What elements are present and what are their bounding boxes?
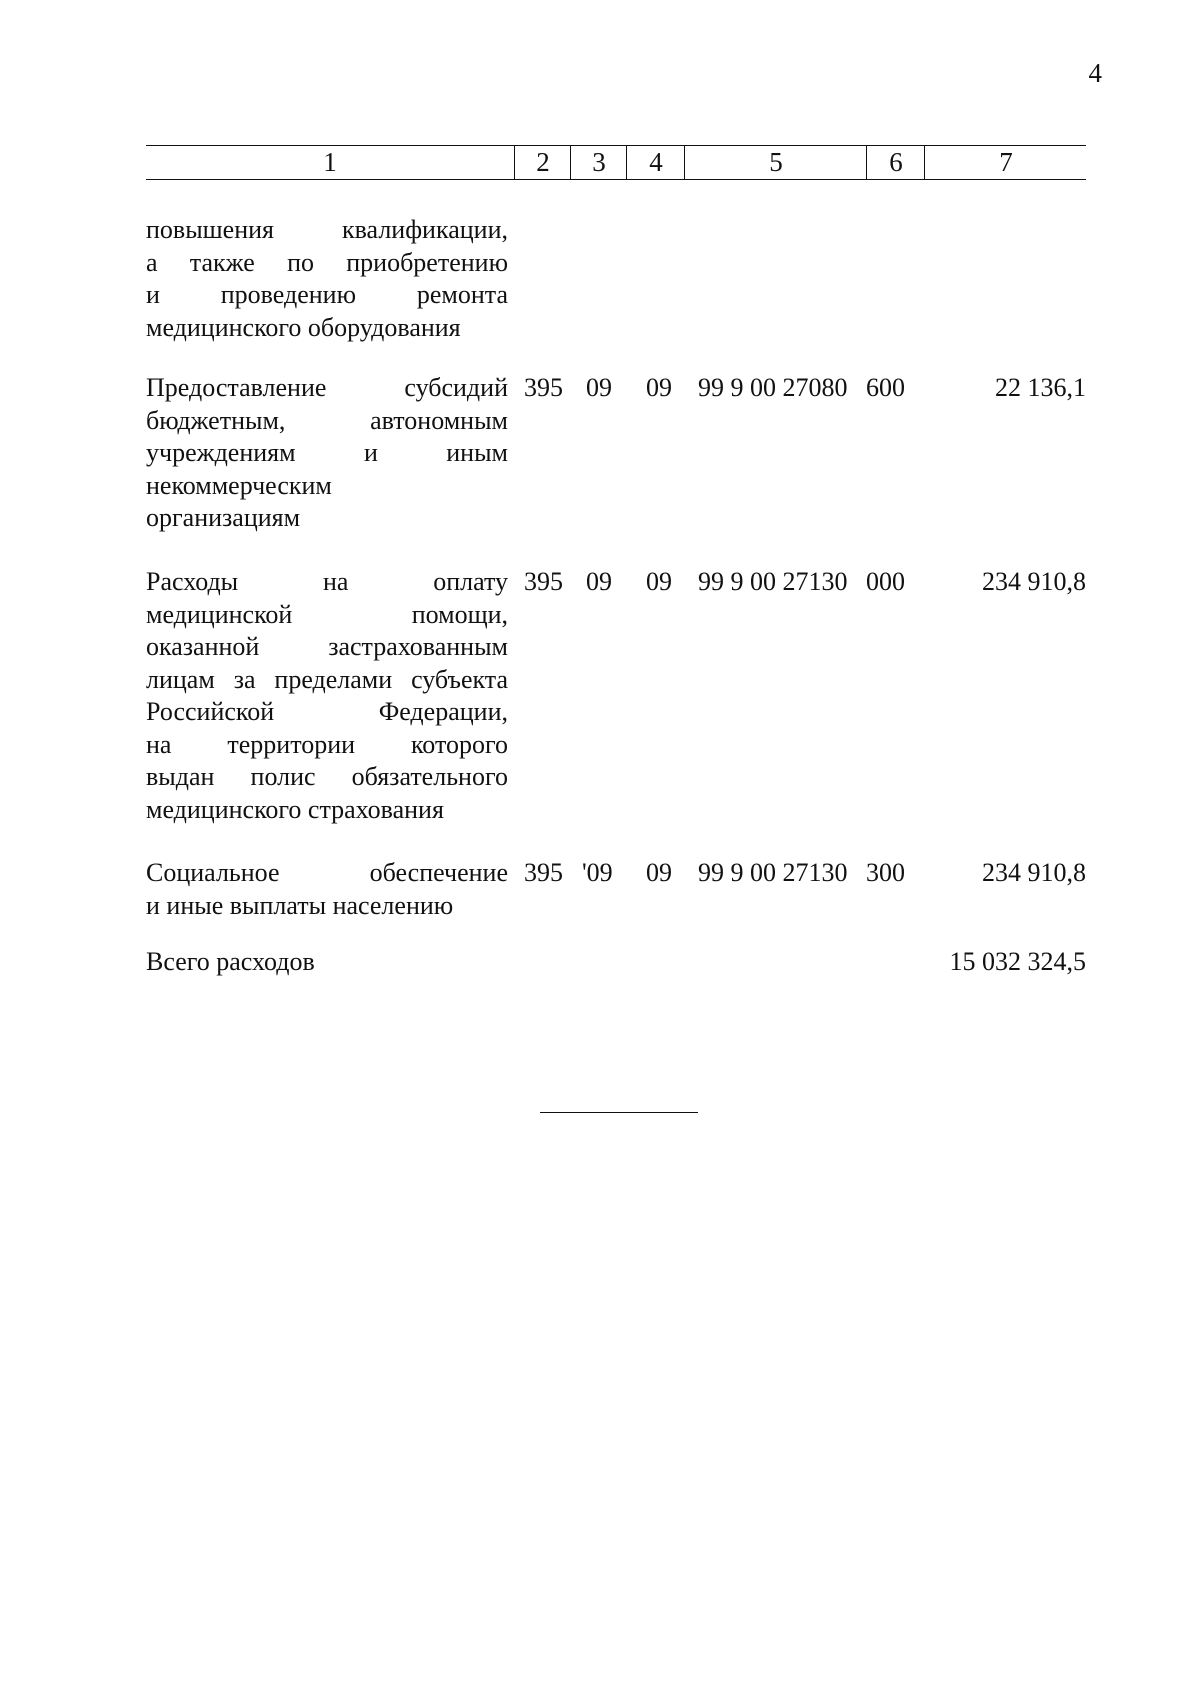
code-section: 09: [586, 567, 612, 596]
description-line: лицам за пределами субъекта: [146, 664, 508, 694]
header-col-1: 1: [323, 147, 337, 177]
code-target-article: 99 9 00 27080: [698, 373, 848, 402]
code-ministry: 395: [524, 858, 563, 887]
header-col-7: 7: [924, 146, 1087, 179]
code-section: '09: [582, 858, 613, 887]
total-label: Всего расходов: [146, 947, 315, 976]
code-ministry: 395: [524, 567, 563, 596]
description-line: Российской Федерации,: [146, 697, 508, 726]
description-line: учреждениям и иным: [146, 438, 508, 467]
code-expense-type: 000: [866, 567, 905, 596]
row-description: [146, 372, 508, 535]
total-amount: 15 032 324,5: [949, 947, 1086, 976]
code-subsection: 09: [646, 567, 672, 596]
row-description: [146, 566, 508, 826]
code-section: 09: [586, 373, 612, 402]
row-description: [146, 214, 508, 344]
description-line: медицинской помощи,: [146, 599, 508, 629]
row-amount: 22 136,1: [995, 373, 1086, 402]
description-line: а также по приобретению: [146, 247, 508, 277]
header-col-6: 6: [866, 146, 925, 179]
code-ministry: 395: [524, 373, 563, 402]
header-col-4: 4: [626, 146, 685, 179]
description-line: оказанной застрахованным: [146, 632, 508, 661]
code-target-article: 99 9 00 27130: [698, 858, 848, 887]
description-line: Расходы на оплату: [146, 567, 508, 596]
header-col-3: 3: [570, 146, 627, 179]
code-expense-type: 600: [866, 373, 905, 402]
end-rule: [540, 1112, 698, 1113]
header-col-2: 2: [514, 146, 571, 179]
description-line: некоммерческим: [146, 470, 332, 500]
code-subsection: 09: [646, 373, 672, 402]
code-subsection: 09: [646, 858, 672, 887]
code-expense-type: 300: [866, 858, 905, 887]
table-header-row: [146, 145, 1086, 180]
description-line: выдан полис обязательного: [146, 762, 508, 791]
description-line: и проведению ремонта: [146, 280, 508, 309]
description-line: повышения квалификации,: [146, 215, 508, 244]
row-amount: 234 910,8: [982, 858, 1086, 887]
description-line: на территории которого: [146, 729, 508, 759]
description-line: Социальное обеспечение: [146, 858, 508, 887]
description-line: медицинского оборудования: [146, 312, 461, 342]
description-line: бюджетным, автономным: [146, 405, 508, 435]
description-line: медицинского страхования: [146, 794, 444, 824]
code-target-article: 99 9 00 27130: [698, 567, 848, 596]
page-number: 4: [1088, 58, 1102, 88]
header-col-5: 5: [684, 146, 867, 179]
row-amount: 234 910,8: [982, 567, 1086, 596]
row-description: [146, 857, 508, 922]
description-line: и иные выплаты населению: [146, 890, 454, 920]
description-line: организациям: [146, 503, 301, 532]
description-line: Предоставление субсидий: [146, 373, 508, 402]
